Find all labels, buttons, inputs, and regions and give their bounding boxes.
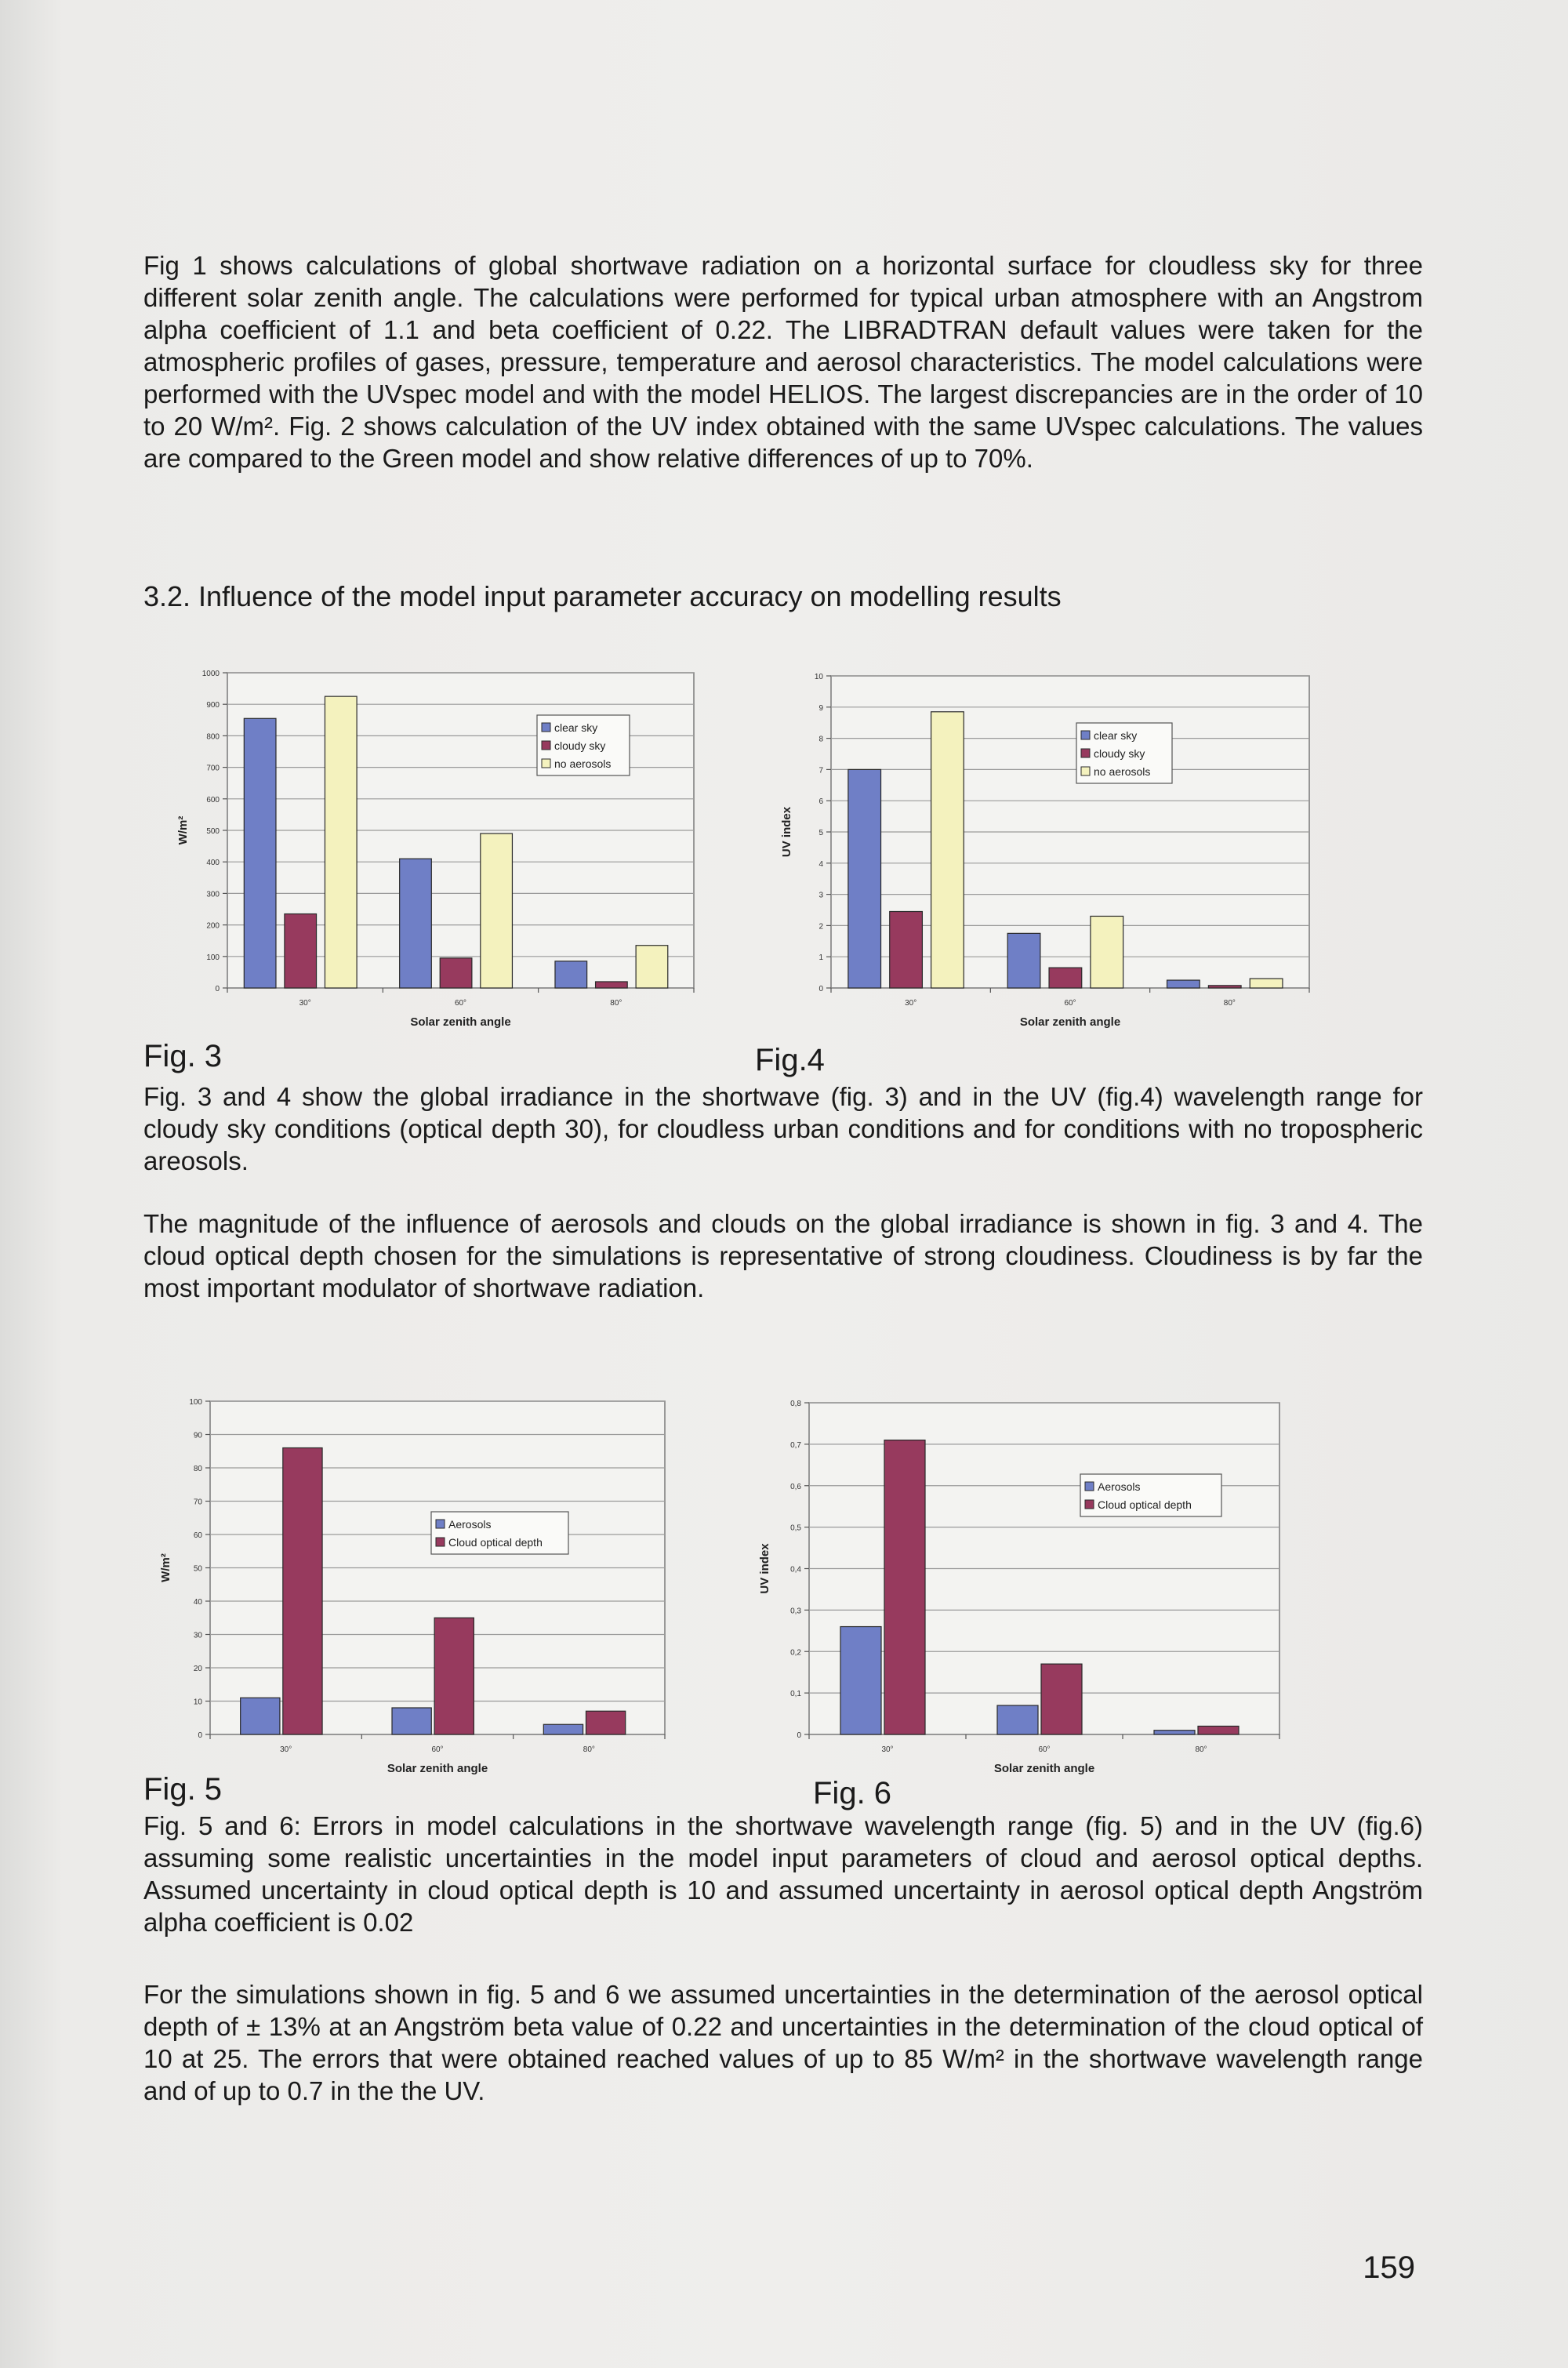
bar-cloud-optical-depth xyxy=(884,1440,925,1734)
bar-aerosols xyxy=(1154,1731,1195,1734)
y-tick-label: 0,8 xyxy=(790,1400,801,1408)
y-tick-label: 100 xyxy=(189,1398,202,1407)
chart-fig4 xyxy=(749,666,1313,1035)
bar-clear-sky xyxy=(1167,980,1200,988)
y-tick-label: 50 xyxy=(193,1564,202,1574)
legend-label: Aerosols xyxy=(1098,1480,1141,1493)
section-heading: 3.2. Influence of the model input parameter accuracy on modelling results xyxy=(143,580,1062,612)
chart-fig5 xyxy=(141,1388,682,1775)
paragraph-aerosol-cloud-influence: The magnitude of the influence of aerosols and clouds on the global irradiance is shown in fig. 3 and 4. The cloud optical depth chosen for the simulations is representative of strong cloudiness. Cloudiness is by far the most important modulator of shortwave radiation. xyxy=(143,1209,1423,1302)
y-tick-label: 60 xyxy=(193,1531,202,1540)
bar-cloud-optical-depth xyxy=(1198,1726,1239,1734)
y-tick-label: 0,4 xyxy=(790,1565,801,1574)
legend-label: clear sky xyxy=(1094,729,1138,742)
y-axis-title: W/m² xyxy=(159,1553,172,1582)
caption-fig3-fig4: Fig. 3 and 4 show the global irradiance in the shortwave (fig. 3) and in the UV (fig.4) wavelength range for cloudy sky conditions (optical depth 30), for cloudless urban conditions and for conditions with no tropospheric areosols. xyxy=(143,1082,1423,1175)
x-tick-label: 60° xyxy=(1064,999,1076,1008)
bar-no-aerosols xyxy=(1250,979,1283,988)
bar-no-aerosols xyxy=(1091,916,1123,988)
y-tick-label: 40 xyxy=(193,1598,202,1607)
legend-label: cloudy sky xyxy=(554,739,606,752)
bar-aerosols xyxy=(241,1698,280,1734)
bar-no-aerosols xyxy=(636,946,668,988)
legend-label: Aerosols xyxy=(448,1518,492,1531)
y-tick-label: 5 xyxy=(818,829,823,837)
bar-cloudy-sky xyxy=(440,958,472,988)
y-tick-label: 3 xyxy=(818,891,823,900)
bar-cloudy-sky xyxy=(285,914,317,988)
y-tick-label: 0,3 xyxy=(790,1607,801,1616)
y-tick-label: 0,1 xyxy=(790,1690,801,1699)
legend-label: Cloud optical depth xyxy=(448,1536,543,1549)
x-tick-label: 80° xyxy=(1195,1745,1207,1754)
legend-swatch xyxy=(542,723,550,732)
caption-fig5-fig6: Fig. 5 and 6: Errors in model calculations in the shortwave wavelength range (fig. 5) and in the UV (fig.6) assuming some realistic uncertainties in the model input parameters of cloud and aerosol optical depths. Assumed uncertainty in cloud optical depth is 10 and assumed uncertainty in aerosol optical depth Angström alpha coefficient is 0.02 xyxy=(143,1811,1423,1937)
x-tick-label: 30° xyxy=(905,999,917,1008)
y-tick-label: 4 xyxy=(818,859,823,869)
bar-clear-sky xyxy=(400,859,432,988)
bar-cloudy-sky xyxy=(1049,968,1082,988)
fig4-label: Fig.4 xyxy=(755,1043,825,1077)
x-tick-label: 30° xyxy=(280,1745,292,1754)
y-tick-label: 30 xyxy=(193,1631,202,1640)
bar-aerosols xyxy=(392,1708,431,1734)
bar-no-aerosols xyxy=(325,696,357,988)
bar-aerosols xyxy=(543,1724,583,1734)
fig3-label: Fig. 3 xyxy=(143,1039,223,1073)
x-tick-label: 80° xyxy=(1223,999,1236,1008)
bar-cloudy-sky xyxy=(596,982,628,988)
x-axis-title: Solar zenith angle xyxy=(993,1762,1095,1775)
y-tick-label: 0,7 xyxy=(790,1440,801,1450)
y-tick-label: 70 xyxy=(193,1498,202,1507)
y-tick-label: 8 xyxy=(818,735,823,744)
y-tick-label: 6 xyxy=(818,797,823,807)
legend-label: Cloud optical depth xyxy=(1098,1498,1192,1511)
bar-no-aerosols xyxy=(481,834,513,988)
legend-swatch xyxy=(1085,1500,1094,1509)
y-tick-label: 200 xyxy=(206,921,220,931)
y-tick-label: 500 xyxy=(206,827,220,836)
y-tick-label: 0 xyxy=(818,985,823,993)
y-tick-label: 800 xyxy=(206,732,220,742)
y-tick-label: 900 xyxy=(206,701,220,710)
legend-label: no aerosols xyxy=(554,757,612,770)
y-tick-label: 9 xyxy=(818,703,823,713)
legend-swatch xyxy=(1081,731,1090,739)
fig6-label: Fig. 6 xyxy=(813,1776,892,1811)
bar-cloud-optical-depth xyxy=(434,1618,474,1734)
y-tick-label: 700 xyxy=(206,764,220,773)
legend-label: no aerosols xyxy=(1094,765,1151,778)
fig5-label: Fig. 5 xyxy=(143,1772,223,1807)
y-tick-label: 10 xyxy=(193,1698,202,1707)
legend-label: clear sky xyxy=(554,721,598,734)
y-tick-label: 0 xyxy=(797,1731,801,1740)
x-axis-title: Solar zenith angle xyxy=(387,1762,488,1775)
x-tick-label: 60° xyxy=(454,999,467,1008)
chart-fig3 xyxy=(157,666,706,1035)
legend-swatch xyxy=(542,759,550,768)
legend-swatch xyxy=(436,1538,445,1546)
y-tick-label: 2 xyxy=(818,922,823,932)
y-tick-label: 1000 xyxy=(201,670,220,678)
paragraph-uncertainties: For the simulations shown in fig. 5 and 6 we assumed uncertainties in the determination of the aerosol optical depth of ± 13% at an Angström beta value of 0.22 and uncertainties in the determination of the cloud optical of 10 at 25. The errors that were obtained reached values of up to 85 W/m² in the shortwave wavelength range and of up to 0.7 in the the UV. xyxy=(143,1980,1423,2105)
legend-swatch xyxy=(436,1520,445,1528)
y-tick-label: 400 xyxy=(206,859,220,868)
y-tick-label: 7 xyxy=(818,766,823,775)
bar-cloud-optical-depth xyxy=(283,1448,322,1735)
bar-clear-sky xyxy=(244,718,276,988)
chart-fig6 xyxy=(753,1396,1294,1775)
y-tick-label: 0 xyxy=(215,985,220,993)
bar-cloud-optical-depth xyxy=(586,1711,625,1734)
y-tick-label: 0,6 xyxy=(790,1482,801,1491)
y-axis-title: W/m² xyxy=(176,815,190,845)
y-tick-label: 0,5 xyxy=(790,1524,801,1533)
y-tick-label: 90 xyxy=(193,1431,202,1440)
bar-cloud-optical-depth xyxy=(1041,1664,1082,1734)
x-axis-title: Solar zenith angle xyxy=(1019,1015,1121,1029)
y-axis-title: UV index xyxy=(780,806,793,858)
x-tick-label: 60° xyxy=(1038,1745,1051,1754)
bar-cloudy-sky xyxy=(1208,986,1241,988)
x-tick-label: 30° xyxy=(881,1745,894,1754)
x-tick-label: 80° xyxy=(610,999,622,1008)
page-number: 159 xyxy=(1363,2250,1415,2285)
paragraph-fig1-fig2: Fig 1 shows calculations of global shortwave radiation on a horizontal surface for cloudless sky for three different solar zenith angle. The calculations were performed for typical urban atmosphere with an Angstrom alpha coefficient of 1.1 and beta coefficient of 0.22. The LIBRADTRAN default values were taken for the atmospheric profiles of gases, pressure, temperature and aerosol characteristics. The model calculations were performed with the UVspec model and with the model HELIOS. The largest discrepancies are in the order of 10 to 20 W/m². Fig. 2 shows calculation of the UV index obtained with the same UVspec calculations. The values are compared to the Green model and show relative differences of up to 70%. xyxy=(143,251,1423,473)
y-tick-label: 0 xyxy=(198,1731,202,1740)
x-tick-label: 30° xyxy=(299,999,311,1008)
bar-cloudy-sky xyxy=(890,911,923,988)
y-axis-title: UV index xyxy=(758,1543,771,1594)
bar-aerosols xyxy=(840,1627,881,1734)
y-tick-label: 300 xyxy=(206,890,220,899)
y-tick-label: 100 xyxy=(206,953,220,962)
x-axis-title: Solar zenith angle xyxy=(410,1015,511,1029)
bar-clear-sky xyxy=(1007,933,1040,988)
legend-swatch xyxy=(1081,767,1090,775)
legend-swatch xyxy=(1081,749,1090,757)
legend-swatch xyxy=(1085,1482,1094,1491)
y-tick-label: 80 xyxy=(193,1465,202,1473)
y-tick-label: 1 xyxy=(818,953,823,963)
bar-aerosols xyxy=(997,1705,1038,1734)
bar-no-aerosols xyxy=(931,712,964,988)
x-tick-label: 60° xyxy=(431,1745,444,1754)
bar-clear-sky xyxy=(555,961,587,988)
y-tick-label: 10 xyxy=(814,673,823,681)
y-tick-label: 0,2 xyxy=(790,1648,801,1658)
legend-swatch xyxy=(542,741,550,750)
x-tick-label: 80° xyxy=(583,1745,595,1754)
bar-clear-sky xyxy=(848,769,881,988)
y-tick-label: 20 xyxy=(193,1665,202,1673)
y-tick-label: 600 xyxy=(206,795,220,804)
legend-label: cloudy sky xyxy=(1094,747,1145,760)
